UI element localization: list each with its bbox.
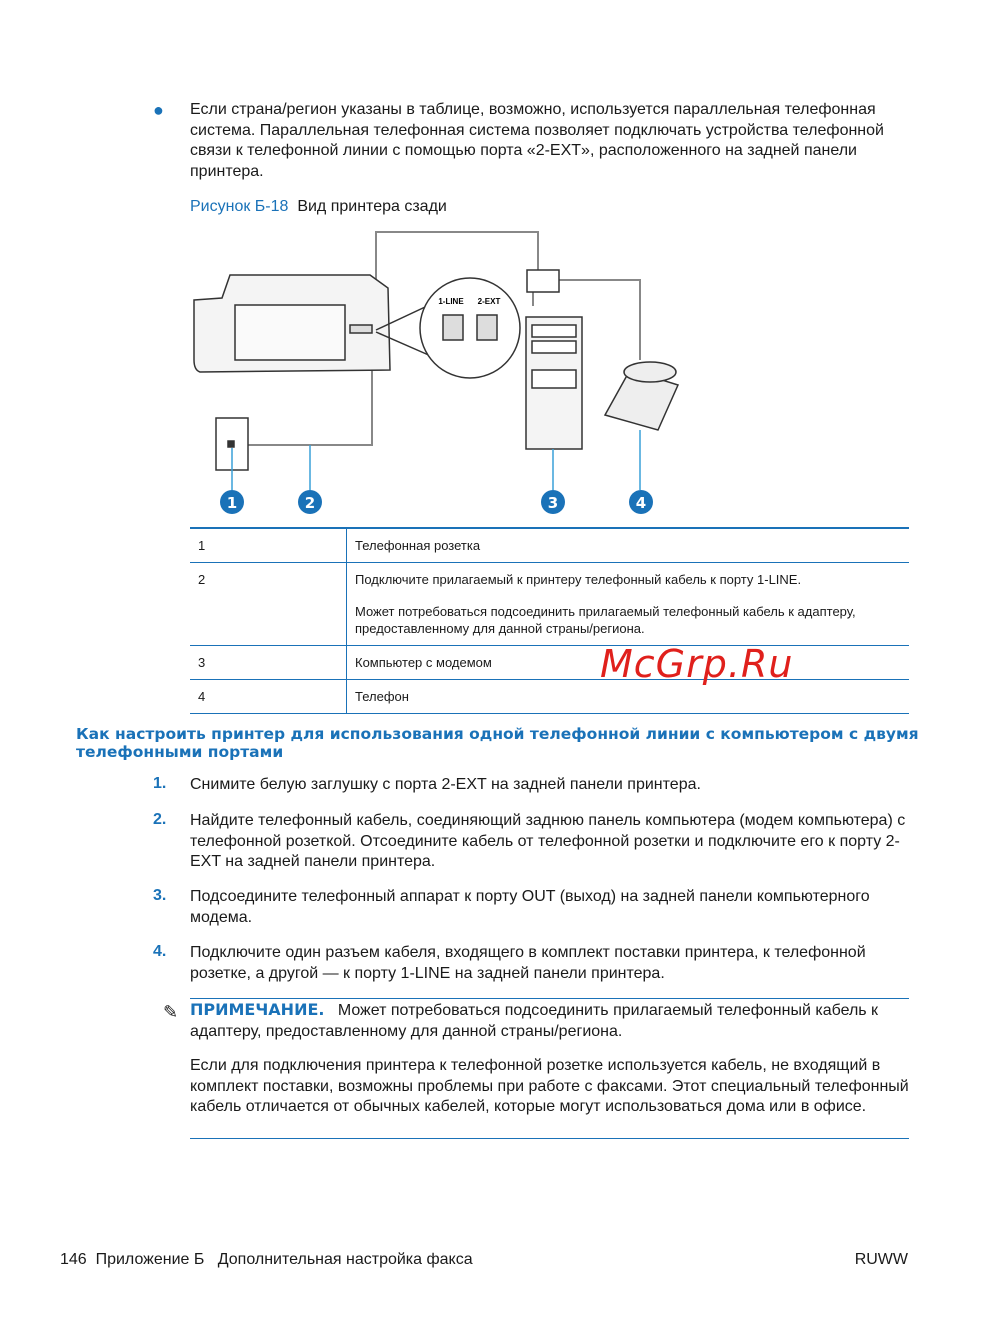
note-top-rule bbox=[190, 998, 909, 999]
note-bottom-rule bbox=[190, 1138, 909, 1139]
step-text: Подключите один разъем кабеля, входящего в комплект поставки принтера, к телефонной розетке, а другой — к порту 1-LINE на задней панели принтера. bbox=[190, 944, 866, 982]
step-number: 4. bbox=[153, 943, 167, 960]
telephone-icon bbox=[605, 362, 678, 430]
port-label-2ext: 2-EXT bbox=[477, 297, 501, 306]
step-text: Подсоедините телефонный аппарат к порту OUT (выход) на задней панели компьютерного модема. bbox=[190, 888, 870, 926]
figure-caption bbox=[190, 197, 447, 218]
bullet-icon: ● bbox=[153, 100, 164, 120]
table-row: 1 Телефонная розетка bbox=[190, 528, 909, 563]
port-zoom-callout bbox=[376, 278, 520, 378]
note-paragraph: ПРИМЕЧАНИЕ. Может потребоваться подсоединить прилагаемый телефонный кабель к адаптеру, предоставленному для данной страны/региона. bbox=[190, 1000, 879, 1040]
port-label-1line: 1-LINE bbox=[438, 297, 464, 306]
callout-2-label: 2 bbox=[304, 494, 316, 512]
note-icon: ✎ bbox=[163, 1002, 179, 1022]
footer-right: RUWW bbox=[854, 1251, 908, 1268]
callout-3-label: 3 bbox=[547, 494, 559, 512]
legend-table bbox=[190, 527, 909, 714]
step-text: Снимите белую заглушку с порта 2-EXT на задней панели принтера. bbox=[190, 776, 701, 793]
callout-1-label: 1 bbox=[226, 494, 238, 512]
watermark: McGrp.Ru bbox=[600, 642, 794, 686]
note-paragraph-2: Если для подключения принтера к телефонной розетке используется кабель, не входящий в комплект поставки, возможны проблемы при работе с факсами. Этот специальный телефонный кабель отличается от обычных кабелей, которые могут использоваться дома или в офисе. bbox=[190, 1057, 909, 1115]
footer-left: 146 Приложение Б Дополнительная настройка факса bbox=[60, 1251, 473, 1268]
figure-title: Вид принтера сзади bbox=[297, 198, 447, 215]
step-number: 2. bbox=[153, 811, 167, 828]
section-heading: Как настроить принтер для использования одной телефонной линии с компьютером с двумя телефонными портами bbox=[76, 725, 919, 761]
table-row: 3 Компьютер с модемом bbox=[190, 646, 909, 680]
callout-4-label: 4 bbox=[635, 494, 647, 512]
figure-label: Рисунок Б-18 bbox=[190, 198, 289, 215]
printer-icon bbox=[194, 275, 390, 372]
intro-paragraph: Если страна/регион указаны в таблице, возможно, используется параллельная телефонная система. Параллельная телефонная система позволяет подключать устройства телефонной связи к телефонной линии с помощью порта «2-EXT», расположенного на задней панели принтера. bbox=[190, 101, 884, 180]
computer-icon bbox=[526, 317, 582, 449]
table-row: 4 Телефон bbox=[190, 680, 909, 714]
step-number: 1. bbox=[153, 775, 167, 792]
table-row: 2 Подключите прилагаемый к принтеру телефонный кабель к порту 1-LINE. Может потребоваться подсоединить прилагаемый телефонный кабель к адаптеру, предоставленному для данной страны/региона. bbox=[190, 563, 909, 646]
step-number: 3. bbox=[153, 887, 167, 904]
connection-diagram bbox=[180, 220, 700, 520]
step-text: Найдите телефонный кабель, соединяющий заднюю панель компьютера (модем компьютера) с телефонной розеткой. Отсоедините кабель от телефонной розетки и подключите его к порту 2-EXT на задней панели принтера. bbox=[190, 812, 906, 870]
splitter-icon bbox=[527, 270, 559, 292]
